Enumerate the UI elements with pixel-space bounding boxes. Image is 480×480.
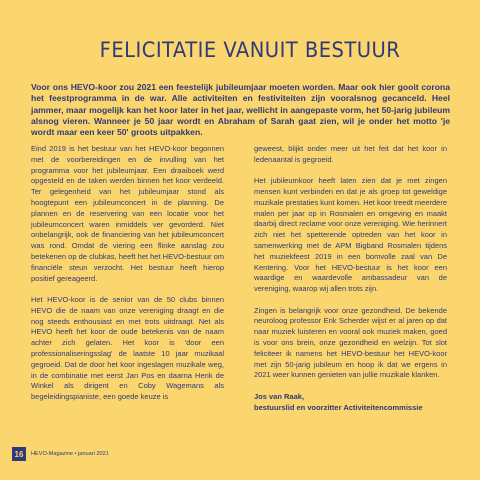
- right-column: [254, 144, 447, 424]
- paragraph: Eind 2019 is het bestuur van het HEVO-koor begonnen met de voorbereidingen en de invulling van het programma voor het jubileumjaar. Een draaiboek werd opgesteld en de taken werden binnen het koor verdeeld. Ter gelegenheid van het jubileumjaar stond als hoogtepunt een jubileumconcert in de planning. De plannen en de reservering van een locatie voor het jubileumconcert waren inmiddels ver gevorderd. Niet onbelangrijk, ook de financiering van het jubileumconcert was rond. Omdat de viering een flinke aanslag zou betekenen op de clubkas, heeft het het HEVO-bestuur om financiële steun verzocht. Het bestuur heeft hierop positief gereageerd.: [31, 144, 224, 283]
- publication-label: HEVO-Magazine • januari 2021: [31, 451, 109, 457]
- paragraph: geweest, blijkt onder meer uit het feit dat het koor in ledenaantal is gegroeid.: [254, 144, 447, 164]
- paragraph: Het HEVO-koor is de senior van de 50 clubs binnen HEVO die de naam van onze vereniging draagt en die nog steeds enthousiast en met trots uitdraagt. Net als HEVO heeft het koor de oude betekenis van de naam achter zich gelaten. Het koor is 'door een professionaliseringsslag' de laatste 10 jaar muzikaal gegroeid. Dat de door het koor ingeslagen muzikale weg, in de combinatie met eerst Jan Pos en daarna Henk de Winkel als dirigent en Coby Wagemans als begeleidingspianiste, een goede keuze is: [31, 294, 224, 402]
- page-footer: [12, 447, 109, 461]
- page-number: 16: [12, 447, 26, 461]
- signature-name: Jos van Raak,: [254, 391, 305, 401]
- paragraph: Het jubileumkoor heeft laten zien dat je met zingen mensen kunt verbinden en dat je als groep tot geweldige muzikale prestaties kunt komen. Het koor treedt meerdere malen per jaar op in Rosmalen en omgeving en maakt daarbij direct reclame voor onze vereniging. Wie herinnert zich niet het spetterende optreden van het koor in samenwerking met de APM Bigband Rosmalen tijdens het muziekfeest 2019 in een bomvolle zaal van De Kentering. Voor het HEVO-bestuur is het koor een waardige en waardevolle ambassadeur van de vereniging, waarop wij allen trots zijn.: [254, 176, 448, 294]
- article-intro: Voor ons HEVO-koor zou 2021 een feestelijk jubileumjaar moeten worden. Maar ook hier gooit corona het feestprogramma in de war. Alle activiteiten en festiviteiten zijn vooralsnog gecanceld. Heel jammer, maar mogelijk kan het koor later in het jaar, wellicht in aangepaste vorm, het 50-jarig jubileum alsnog vieren. Wanneer je 50 jaar wordt en Abraham of Sarah gaat zien, wil je onder het motto 'je wordt maar een keer 50' groots uitpakken.: [31, 82, 450, 138]
- article-title: FELICITATIE VANUIT BESTUUR: [99, 38, 401, 62]
- paragraph: Zingen is belangrijk voor onze gezondheid. De bekende neuroloog professor Erik Scherder wijst er al jaren op dat naar muziek luisteren en vooral ook muziek maken, goed is voor ons brein, onze gezondheid en welzijn. Tot slot feliciteer ik namens het HEVO-bestuur het HEVO-koor met zijn 50-jarig jubileum en hoop ik dat we ergens in 2021 weer kunnen genieten van jullie muzikale klanken.: [254, 305, 447, 380]
- left-column: [31, 144, 224, 414]
- signature: [254, 392, 447, 414]
- signature-role: bestuurslid en voorzitter Activiteitencommissie: [254, 402, 423, 412]
